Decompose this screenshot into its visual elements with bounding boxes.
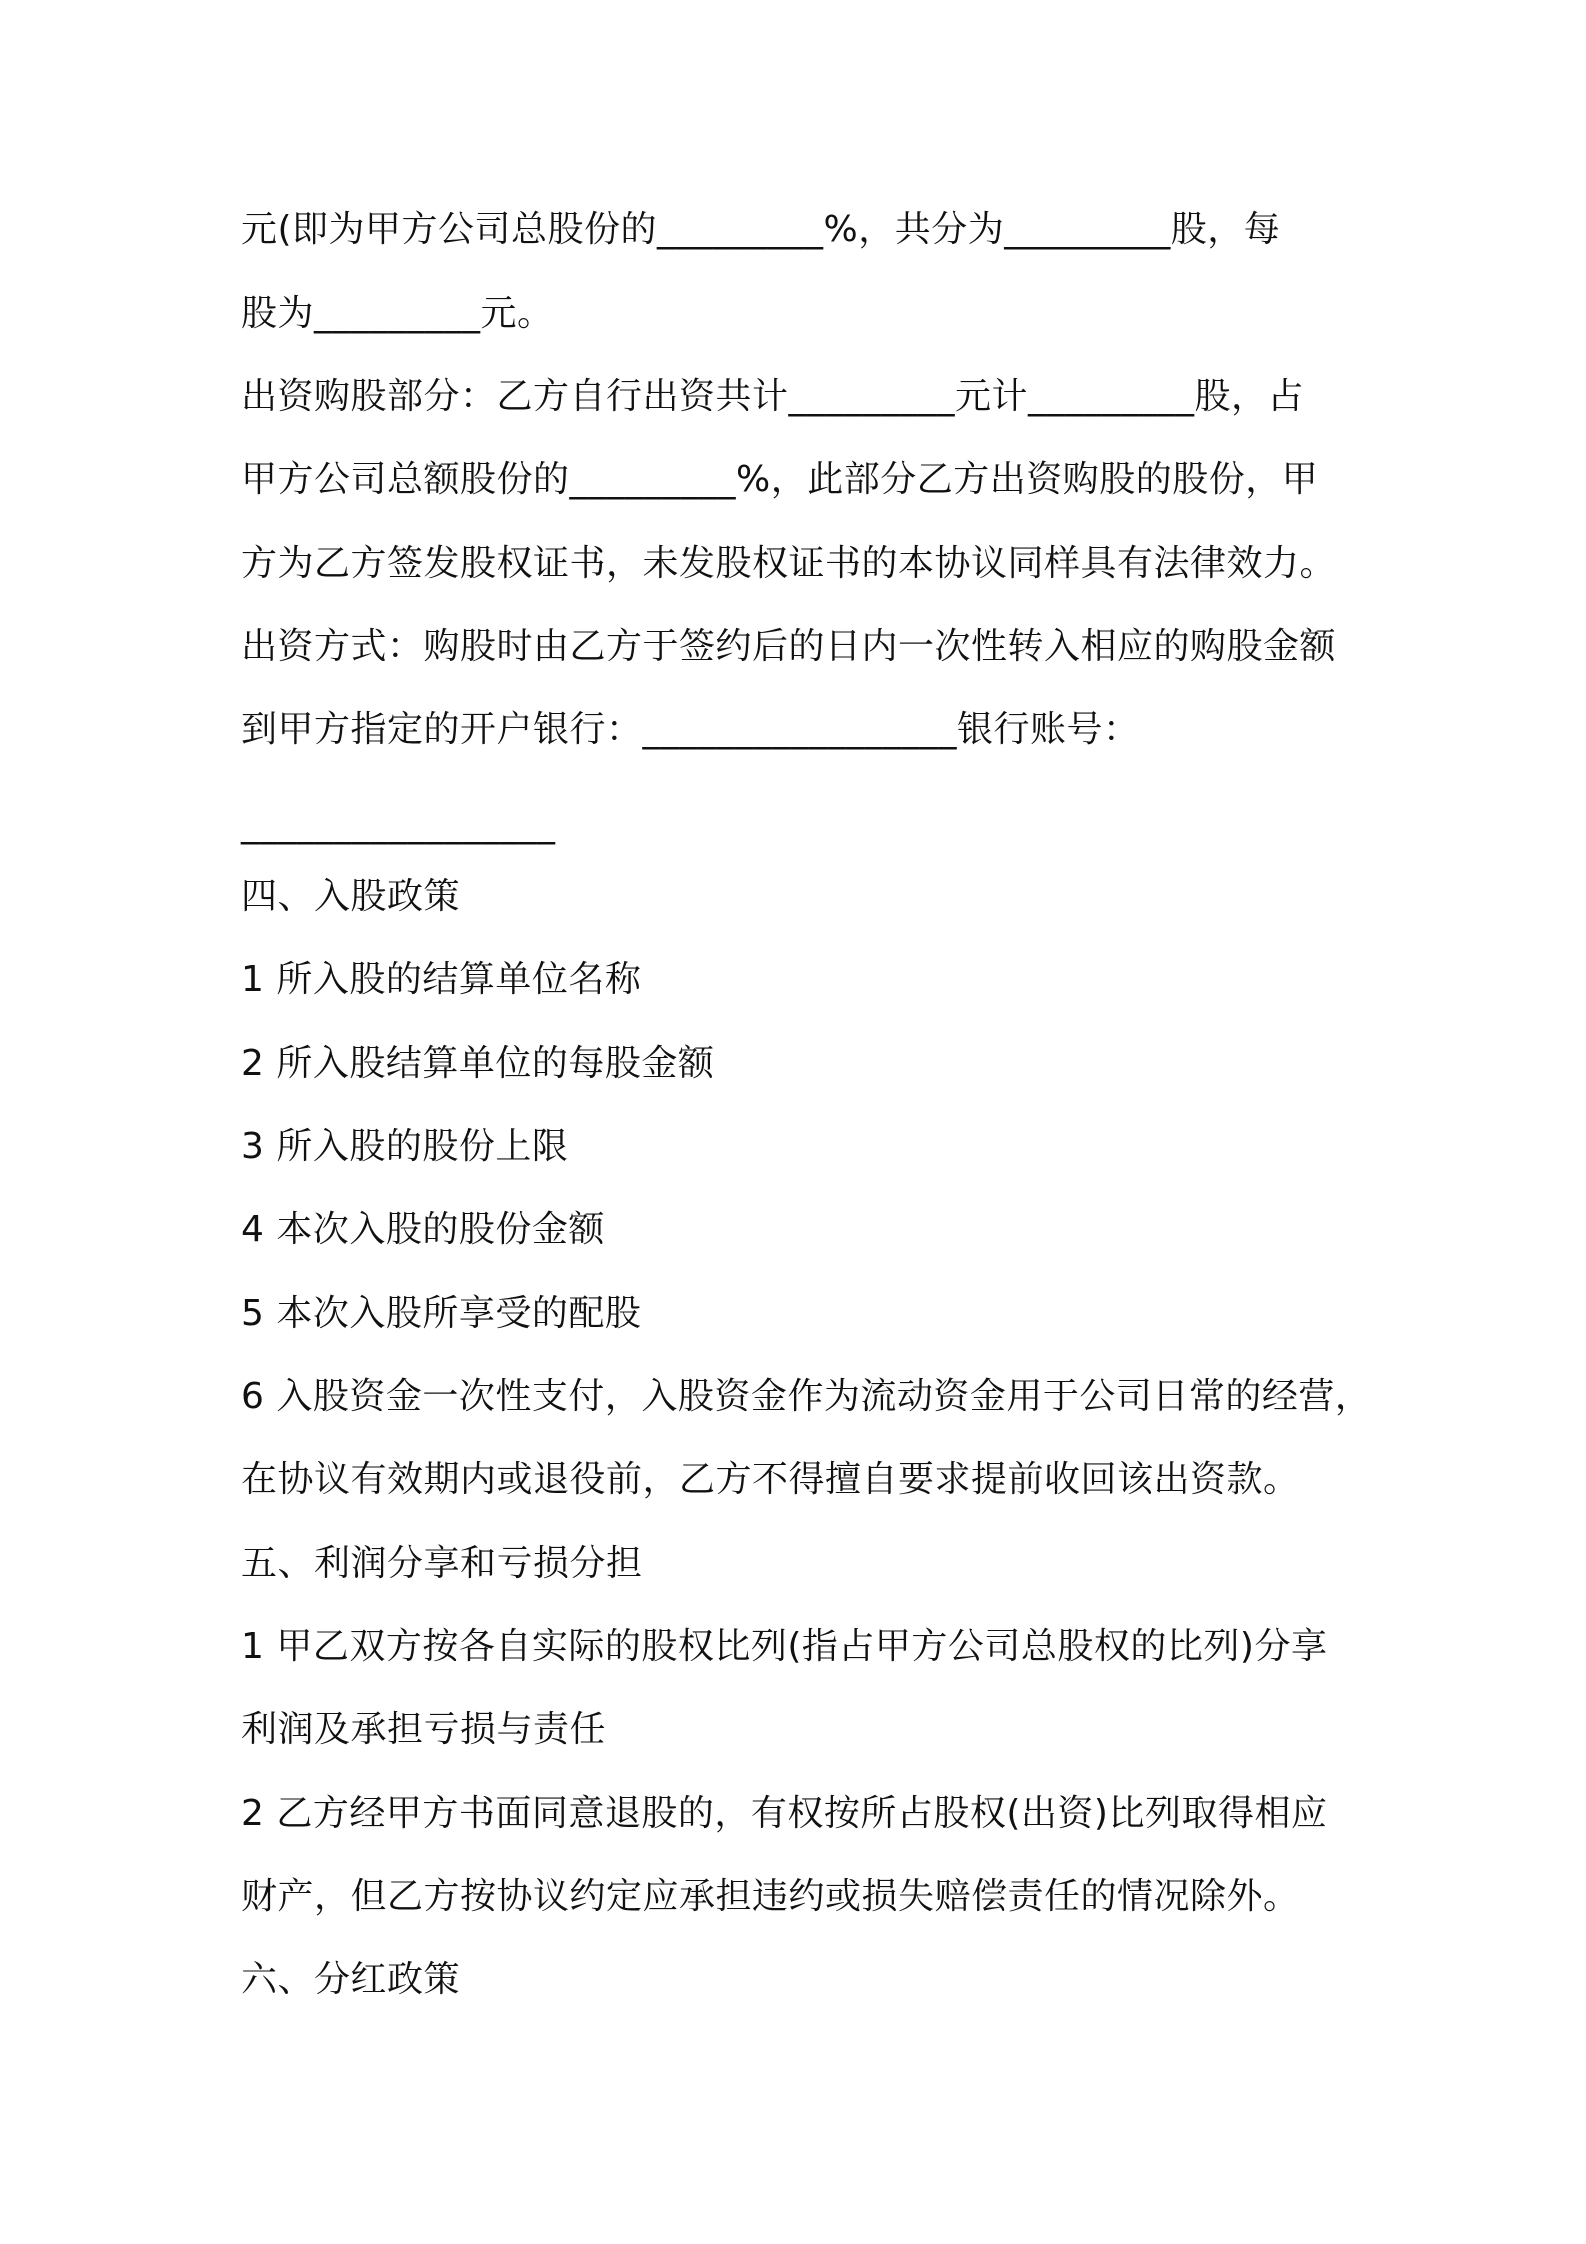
list-item-withdrawal-cont: 财产，但乙方按协议约定应承担违约或损失赔偿责任的情况除外。 [241, 1876, 1300, 1917]
list-item-one-time-payment-cont: 在协议有效期内或退役前，乙方不得擅自要求提前收回该出资款。 [241, 1459, 1300, 1500]
text-line-price-per-share: 股为_________元。 [241, 293, 554, 334]
list-item-share-limit: 3 所入股的股份上限 [241, 1126, 569, 1167]
list-item-withdrawal: 2 乙方经甲方书面同意退股的，有权按所占股权(出资)比列取得相应 [241, 1793, 1328, 1834]
text-line-bank-account: 到甲方指定的开户银行：_________________银行账号： [241, 709, 1140, 750]
text-line-equity-percentage: 元(即为甲方公司总股份的_________%，共分为_________股，每 [241, 209, 1281, 250]
text-line-payment-method: 出资方式：购股时由乙方于签约后的日内一次性转入相应的购股金额 [241, 626, 1337, 667]
section-heading-dividend-policy: 六、分红政策 [241, 1959, 461, 2000]
section-heading-profit-loss: 五、利润分享和亏损分担 [241, 1543, 643, 1584]
text-line-investment-part: 出资购股部分：乙方自行出资共计_________元计_________股，占 [241, 376, 1305, 417]
list-item-share-amount: 4 本次入股的股份金额 [241, 1209, 605, 1250]
list-item-profit-sharing-cont: 利润及承担亏损与责任 [241, 1709, 607, 1750]
section-heading-share-policy: 四、入股政策 [241, 876, 461, 917]
text-line-certificate: 方为乙方签发股权证书，未发股权证书的本协议同样具有法律效力。 [241, 543, 1337, 584]
list-item-one-time-payment: 6 入股资金一次性支付，入股资金作为流动资金用于公司日常的经营， [241, 1376, 1372, 1417]
list-item-settlement-unit: 1 所入股的结算单位名称 [241, 959, 642, 1000]
list-item-allotment: 5 本次入股所享受的配股 [241, 1293, 642, 1334]
list-item-profit-sharing: 1 甲乙双方按各自实际的股权比列(指占甲方公司总股权的比列)分享 [241, 1626, 1328, 1667]
text-line-share-ratio: 甲方公司总额股份的_________%，此部分乙方出资购股的股份，甲 [241, 459, 1319, 500]
text-line-account-blank: _________________ [241, 804, 556, 845]
list-item-amount-per-share: 2 所入股结算单位的每股金额 [241, 1043, 715, 1084]
